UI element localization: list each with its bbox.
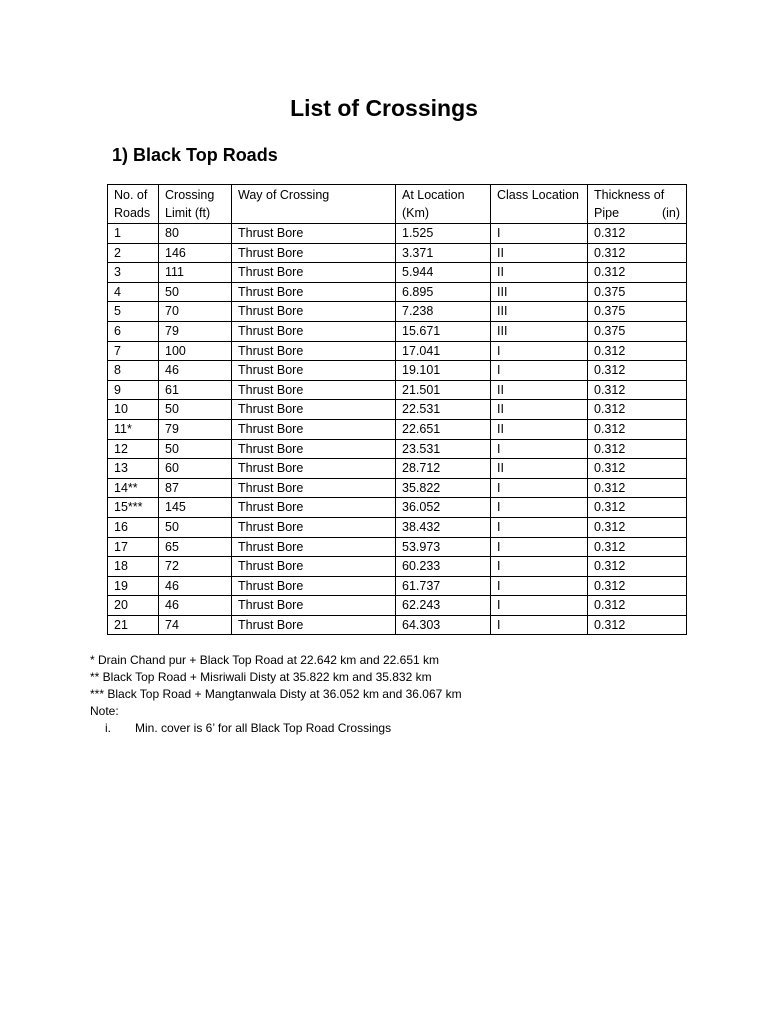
cell-location-km: 15.671 [396,321,491,341]
cell-way-of-crossing: Thrust Bore [232,537,396,557]
cell-road-number: 10 [108,400,159,420]
table-row [108,615,687,635]
cell-road-number: 11* [108,419,159,439]
cell-pipe-thickness: 0.312 [588,439,687,459]
cell-pipe-thickness: 0.312 [588,380,687,400]
cell-way-of-crossing: Thrust Bore [232,439,396,459]
cell-location-km: 22.531 [396,400,491,420]
cell-location-km: 7.238 [396,302,491,322]
cell-location-km: 23.531 [396,439,491,459]
cell-class-location: I [491,557,588,577]
cell-road-number: 5 [108,302,159,322]
cell-way-of-crossing: Thrust Bore [232,263,396,283]
cell-crossing-limit: 145 [159,498,232,518]
cell-class-location: II [491,459,588,479]
cell-pipe-thickness: 0.312 [588,498,687,518]
cell-road-number: 6 [108,321,159,341]
cell-road-number: 8 [108,361,159,381]
cell-pipe-thickness: 0.312 [588,596,687,616]
footnote-single-asterisk: * Drain Chand pur + Black Top Road at 22.642 km and 22.651 km [90,653,439,667]
cell-pipe-thickness: 0.312 [588,341,687,361]
cell-location-km: 6.895 [396,282,491,302]
cell-road-number: 16 [108,517,159,537]
crossings-table [107,184,687,635]
cell-crossing-limit: 100 [159,341,232,361]
cell-pipe-thickness: 0.312 [588,263,687,283]
cell-road-number: 20 [108,596,159,616]
cell-road-number: 9 [108,380,159,400]
cell-crossing-limit: 111 [159,263,232,283]
cell-location-km: 36.052 [396,498,491,518]
header-pipe-thickness: Thickness of Pipe (in) [588,185,687,224]
cell-road-number: 17 [108,537,159,557]
cell-road-number: 14** [108,478,159,498]
cell-class-location: III [491,321,588,341]
cell-pipe-thickness: 0.375 [588,282,687,302]
cell-crossing-limit: 80 [159,224,232,244]
cell-way-of-crossing: Thrust Bore [232,282,396,302]
cell-way-of-crossing: Thrust Bore [232,243,396,263]
cell-location-km: 64.303 [396,615,491,635]
footnote-triple-asterisk: *** Black Top Road + Mangtanwala Disty at 36.052 km and 36.067 km [90,687,462,701]
cell-pipe-thickness: 0.312 [588,243,687,263]
cell-location-km: 62.243 [396,596,491,616]
table-row [108,243,687,263]
cell-way-of-crossing: Thrust Bore [232,380,396,400]
note-item-text: Min. cover is 6’ for all Black Top Road Crossings [135,721,392,735]
cell-way-of-crossing: Thrust Bore [232,400,396,420]
table-row [108,400,687,420]
cell-crossing-limit: 79 [159,419,232,439]
cell-crossing-limit: 60 [159,459,232,479]
cell-crossing-limit: 61 [159,380,232,400]
cell-crossing-limit: 74 [159,615,232,635]
cell-location-km: 28.712 [396,459,491,479]
cell-location-km: 60.233 [396,557,491,577]
cell-crossing-limit: 50 [159,439,232,459]
table-body [108,224,687,635]
footnote-double-asterisk: ** Black Top Road + Misriwali Disty at 35.822 km and 35.832 km [90,670,432,684]
cell-way-of-crossing: Thrust Bore [232,224,396,244]
cell-pipe-thickness: 0.312 [588,478,687,498]
cell-pipe-thickness: 0.375 [588,302,687,322]
cell-pipe-thickness: 0.312 [588,224,687,244]
cell-location-km: 3.371 [396,243,491,263]
table-row [108,459,687,479]
cell-crossing-limit: 65 [159,537,232,557]
note-label: Note: [90,704,119,718]
cell-location-km: 61.737 [396,576,491,596]
cell-location-km: 5.944 [396,263,491,283]
table-row [108,380,687,400]
cell-way-of-crossing: Thrust Bore [232,321,396,341]
table-row [108,557,687,577]
table-row [108,263,687,283]
cell-crossing-limit: 79 [159,321,232,341]
note-item-number: i. [105,721,111,735]
table-row [108,439,687,459]
cell-way-of-crossing: Thrust Bore [232,615,396,635]
cell-location-km: 53.973 [396,537,491,557]
table-row [108,419,687,439]
table-row [108,224,687,244]
table-header-row [108,185,687,224]
cell-class-location: II [491,263,588,283]
cell-road-number: 4 [108,282,159,302]
cell-road-number: 3 [108,263,159,283]
cell-class-location: II [491,419,588,439]
cell-location-km: 21.501 [396,380,491,400]
cell-class-location: II [491,400,588,420]
cell-crossing-limit: 50 [159,517,232,537]
cell-way-of-crossing: Thrust Bore [232,557,396,577]
table-row [108,537,687,557]
cell-crossing-limit: 146 [159,243,232,263]
cell-way-of-crossing: Thrust Bore [232,517,396,537]
header-class-location: Class Location [491,185,588,224]
cell-class-location: I [491,224,588,244]
table-row [108,302,687,322]
table-row [108,341,687,361]
table-row [108,321,687,341]
cell-pipe-thickness: 0.312 [588,400,687,420]
cell-location-km: 19.101 [396,361,491,381]
cell-class-location: I [491,439,588,459]
cell-location-km: 1.525 [396,224,491,244]
cell-crossing-limit: 70 [159,302,232,322]
cell-road-number: 15*** [108,498,159,518]
section-heading: 1) Black Top Roads [112,145,278,165]
cell-pipe-thickness: 0.312 [588,576,687,596]
cell-class-location: I [491,498,588,518]
table-row [108,596,687,616]
cell-pipe-thickness: 0.312 [588,419,687,439]
header-way-of-crossing: Way of Crossing [232,185,396,224]
table-row [108,576,687,596]
cell-pipe-thickness: 0.312 [588,517,687,537]
footnotes-section [90,652,690,737]
cell-crossing-limit: 72 [159,557,232,577]
cell-class-location: II [491,380,588,400]
cell-way-of-crossing: Thrust Bore [232,419,396,439]
cell-location-km: 17.041 [396,341,491,361]
cell-road-number: 19 [108,576,159,596]
cell-class-location: I [491,341,588,361]
cell-pipe-thickness: 0.312 [588,557,687,577]
cell-pipe-thickness: 0.312 [588,459,687,479]
cell-way-of-crossing: Thrust Bore [232,596,396,616]
cell-road-number: 1 [108,224,159,244]
cell-road-number: 18 [108,557,159,577]
cell-road-number: 12 [108,439,159,459]
cell-crossing-limit: 50 [159,400,232,420]
cell-way-of-crossing: Thrust Bore [232,302,396,322]
cell-crossing-limit: 50 [159,282,232,302]
note-item [90,720,690,737]
cell-class-location: I [491,517,588,537]
cell-road-number: 2 [108,243,159,263]
cell-pipe-thickness: 0.375 [588,321,687,341]
table-row [108,478,687,498]
cell-crossing-limit: 87 [159,478,232,498]
page-title: List of Crossings [290,95,478,121]
header-at-location: At Location (Km) [396,185,491,224]
cell-pipe-thickness: 0.312 [588,361,687,381]
cell-road-number: 7 [108,341,159,361]
cell-class-location: I [491,478,588,498]
cell-way-of-crossing: Thrust Bore [232,576,396,596]
cell-way-of-crossing: Thrust Bore [232,341,396,361]
header-crossing-limit: Crossing Limit (ft) [159,185,232,224]
header-no-of-roads: No. of Roads [108,185,159,224]
cell-way-of-crossing: Thrust Bore [232,361,396,381]
cell-crossing-limit: 46 [159,576,232,596]
cell-class-location: III [491,302,588,322]
table-row [108,361,687,381]
cell-class-location: I [491,615,588,635]
cell-way-of-crossing: Thrust Bore [232,478,396,498]
cell-class-location: I [491,537,588,557]
cell-location-km: 35.822 [396,478,491,498]
cell-class-location: III [491,282,588,302]
cell-location-km: 38.432 [396,517,491,537]
cell-class-location: II [491,243,588,263]
cell-pipe-thickness: 0.312 [588,615,687,635]
cell-road-number: 21 [108,615,159,635]
cell-way-of-crossing: Thrust Bore [232,459,396,479]
table-row [108,517,687,537]
cell-class-location: I [491,361,588,381]
cell-crossing-limit: 46 [159,596,232,616]
cell-class-location: I [491,576,588,596]
cell-location-km: 22.651 [396,419,491,439]
cell-crossing-limit: 46 [159,361,232,381]
table-row [108,498,687,518]
cell-class-location: I [491,596,588,616]
cell-road-number: 13 [108,459,159,479]
cell-pipe-thickness: 0.312 [588,537,687,557]
cell-way-of-crossing: Thrust Bore [232,498,396,518]
table-row [108,282,687,302]
